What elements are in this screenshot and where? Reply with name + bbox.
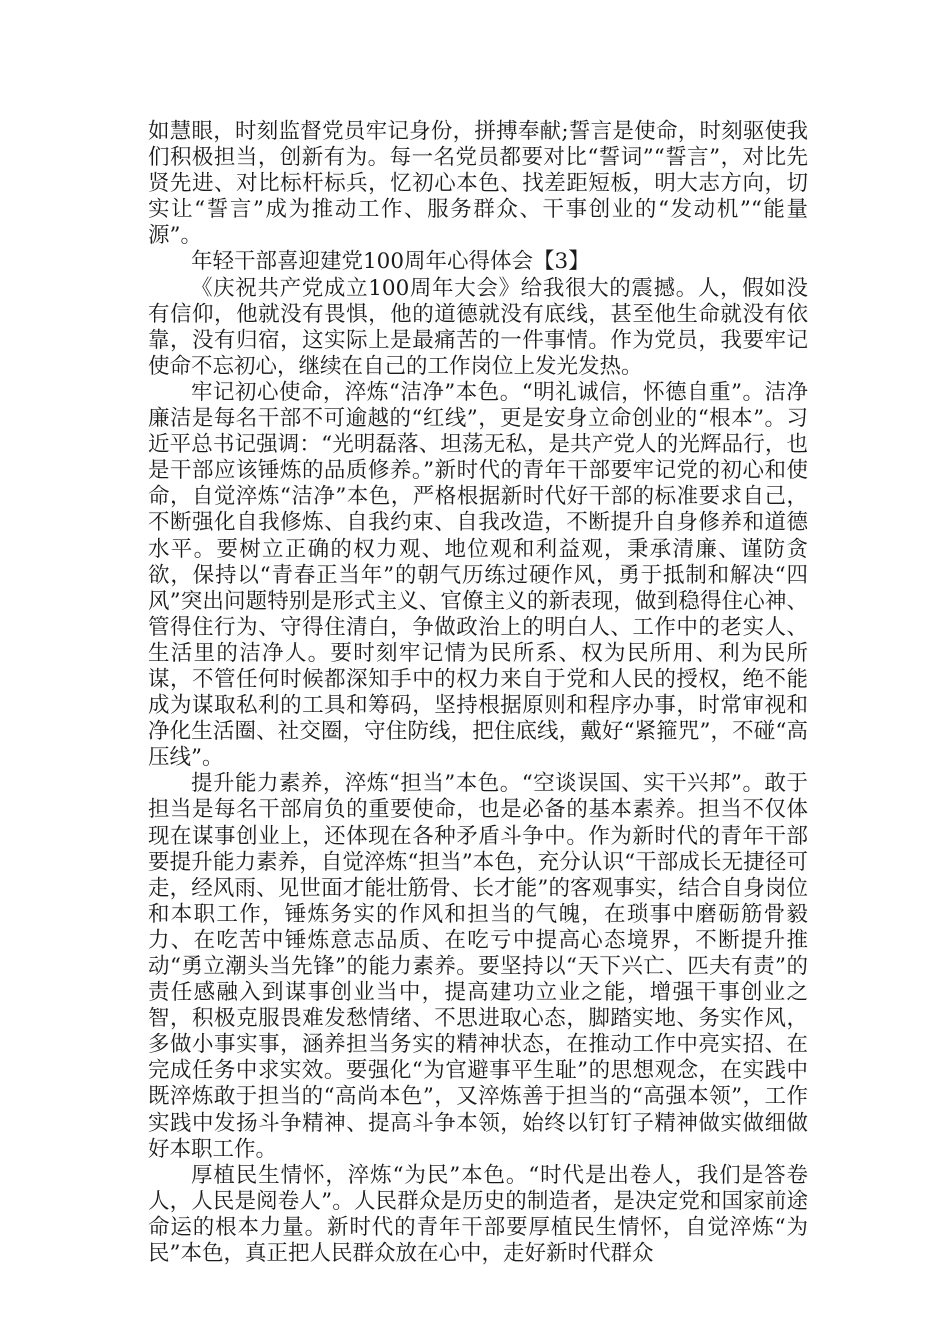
- paragraph: 厚植民生情怀，淬炼“为民”本色。“时代是出卷人，我们是答卷人，人民是阅卷人”。人民群众是历史的制造者，是决定党和国家前途命运的根本力量。新时代的青年干部要厚植民生情怀，自觉淬炼“为民”本色，真正把人民群众放在心中，走好新时代群众: [148, 1162, 808, 1267]
- paragraph: 《庆祝共产党成立100周年大会》给我很大的震撼。人，假如没有信仰，他就没有畏惧，他的道德就没有底线，甚至他生命就没有依靠，没有归宿，这实际上是最痛苦的一件事情。作为党员，我要牢记使命不忘初心，继续在自己的工作岗位上发光发热。: [148, 275, 808, 379]
- paragraph: 牢记初心使命，淬炼“洁净”本色。“明礼诚信，怀德自重”。洁净廉洁是每名干部不可逾越的“红线”，更是安身立命创业的“根本”。习近平总书记强调：“光明磊落、坦荡无私，是共产党人的光辉品行，也是干部应该锤炼的品质修养。”新时代的青年干部要牢记党的初心和使命，自觉淬炼“洁净”本色，严格根据新时代好干部的标准要求自己，不断强化自我修炼、自我约束、自我改造，不断提升自身修养和道德水平。要树立正确的权力观、地位观和利益观，秉承清廉、谨防贪欲，保持以“青春正当年”的朝气历练过硬作风，勇于抵制和解决“四风”突出问题特别是形式主义、官僚主义的新表现，做到稳得住心神、管得住行为、守得住清白，争做政治上的明白人、工作中的老实人、生活里的洁净人。要时刻牢记情为民所系、权为民所用、利为民所谋，不管任何时候都深知手中的权力来自于党和人民的授权，绝不能成为谋取私利的工具和筹码，坚持根据原则和程序办事，时常审视和净化生活圈、社交圈，守住防线，把住底线，戴好“紧箍咒”，不碰“高压线”。: [148, 379, 808, 771]
- paragraph-continuation: 如慧眼，时刻监督党员牢记身份，拼搏奉献;誓言是使命，时刻驱使我们积极担当，创新有为。每一名党员都要对比“誓词”“誓言”，对比先贤先进、对比标杆标兵，忆初心本色、找差距短板，明大志方向，切实让“誓言”成为推动工作、服务群众、干事创业的“发动机”“能量源”。: [148, 119, 808, 249]
- section-heading: 年轻干部喜迎建党100周年心得体会【3】: [191, 249, 590, 275]
- paragraph: 提升能力素养，淬炼“担当”本色。“空谈误国、实干兴邦”。敢于担当是每名干部肩负的重要使命，也是必备的基本素养。担当不仅体现在谋事创业上，还体现在各种矛盾斗争中。作为新时代的青年干部要提升能力素养，自觉淬炼“担当”本色，充分认识“干部成长无捷径可走，经风雨、见世面才能壮筋骨、长才能”的客观事实，结合自身岗位和本职工作，锤炼务实的作风和担当的气魄，在琐事中磨砺筋骨毅力、在吃苦中锤炼意志品质、在吃亏中提高心态境界，不断提升推动“勇立潮头当先锋”的能力素养。要坚持以“天下兴亡、匹夫有责”的责任感融入到谋事创业当中，提高建功立业之能，增强干事创业之智，积极克服畏难发愁情绪、不思进取心态，脚踏实地、务实作风，多做小事实事，涵养担当务实的精神状态，在推动工作中亮实招、在完成任务中求实效。要强化“为官避事平生耻”的思想观念，在实践中既淬炼敢于担当的“高尚本色”，又淬炼善于担当的“高强本领”，工作实践中发扬斗争精神、提高斗争本领，始终以钉钉子精神做实做细做好本职工作。: [148, 771, 808, 1162]
- document-body: [148, 119, 808, 1267]
